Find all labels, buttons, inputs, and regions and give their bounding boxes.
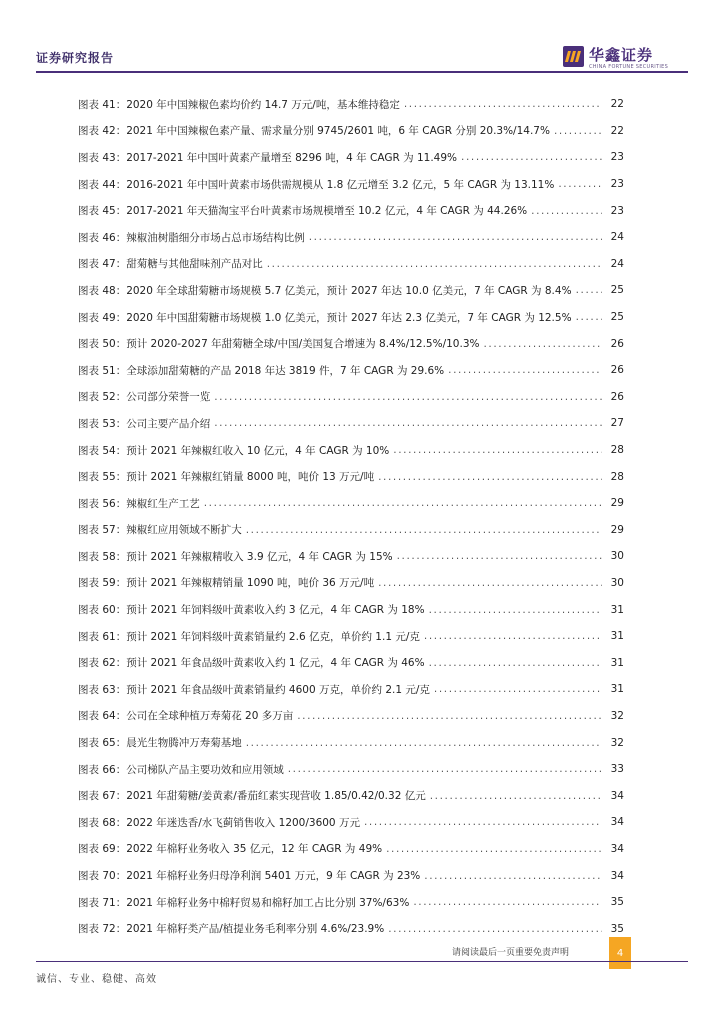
toc-entry-label: 图表 58：预计 2021 年辣椒精收入 3.9 亿元，4 年 CAGR 为 15% [78,550,393,563]
figure-index-list [78,91,624,942]
toc-entry-label: 图表 41：2020 年中国辣椒色素均价约 14.7 万元/吨，基本维持稳定 [78,98,400,111]
footer-divider [36,961,688,962]
toc-entry-label: 图表 70：2021 年棉籽业务归母净利润 5401 万元，9 年 CAGR 为 23% [78,870,421,883]
toc-entry-page: 28 [610,444,624,457]
toc-leader-dots [378,577,602,589]
footer-motto: 诚信、专业、稳健、高效 [36,974,157,985]
page-number-badge: 4 [609,937,631,969]
toc-entry-label: 图表 59：预计 2021 年辣椒精销量 1090 吨，吨价 36 万元/吨 [78,577,375,590]
toc-entry[interactable] [78,357,624,384]
toc-leader-dots [434,683,602,695]
header-divider [36,71,688,73]
toc-entry-page: 35 [610,896,624,909]
toc-entry-page: 31 [610,683,624,696]
toc-leader-dots [429,657,602,669]
toc-leader-dots [246,737,602,749]
toc-entry-page: 29 [610,523,624,536]
toc-entry-page: 26 [610,364,624,377]
toc-leader-dots [404,98,602,110]
toc-entry-label: 图表 62：预计 2021 年食品级叶黄素收入约 1 亿元，4 年 CAGR 为 46% [78,657,425,670]
toc-leader-dots [483,338,602,350]
toc-entry-page: 34 [610,789,624,802]
toc-leader-dots [576,284,602,296]
toc-leader-dots [386,843,602,855]
logo-mark-icon [563,46,584,67]
toc-entry[interactable] [78,889,624,916]
toc-leader-dots [388,923,602,935]
toc-entry-page: 25 [610,311,624,324]
toc-entry-label: 图表 48：2020 年全球甜菊糖市场规模 5.7 亿美元，预计 2027 年达 10.0 亿美元，7 年 CAGR 为 8.4% [78,284,572,297]
toc-leader-dots [461,151,602,163]
toc-entry-page: 33 [610,763,624,776]
toc-entry-label: 图表 64：公司在全球种植万寿菊花 20 多万亩 [78,710,294,723]
toc-entry-label: 图表 65：晨光生物腾冲万寿菊基地 [78,737,242,750]
toc-leader-dots [576,311,602,323]
toc-entry-page: 35 [610,922,624,935]
disclaimer-note: 请阅读最后一页重要免责声明 [452,948,570,958]
toc-entry-label: 图表 43：2017-2021 年中国叶黄素产量增至 8296 吨，4 年 CAGR 为 11.49% [78,151,457,164]
toc-entry[interactable] [78,623,624,650]
toc-entry-page: 23 [610,151,624,164]
toc-leader-dots [413,896,602,908]
toc-entry[interactable] [78,304,624,331]
toc-entry-label: 图表 45：2017-2021 年天猫淘宝平台叶黄素市场规模增至 10.2 亿元，4 年 CAGR 为 44.26% [78,205,528,218]
toc-entry[interactable] [78,330,624,357]
toc-leader-dots [554,125,602,137]
toc-entry-label: 图表 56：辣椒红生产工艺 [78,497,200,510]
toc-leader-dots [378,471,602,483]
toc-entry[interactable] [78,862,624,889]
toc-entry[interactable] [78,277,624,304]
toc-entry-page: 29 [610,497,624,510]
toc-entry-page: 22 [610,124,624,137]
toc-entry-label: 图表 57：辣椒红应用领域不断扩大 [78,524,242,537]
toc-leader-dots [214,391,602,403]
toc-leader-dots [424,630,602,642]
toc-entry-label: 图表 51：全球添加甜菊糖的产品 2018 年达 3819 件，7 年 CAGR 为 29.6% [78,364,445,377]
toc-entry-label: 图表 66：公司梯队产品主要功效和应用领域 [78,763,284,776]
toc-leader-dots [558,178,602,190]
toc-entry-page: 32 [610,709,624,722]
toc-entry-page: 34 [610,842,624,855]
toc-leader-dots [214,417,602,429]
logo-name: 华鑫证券 [589,46,654,64]
toc-entry-label: 图表 47：甜菊糖与其他甜味剂产品对比 [78,258,263,271]
toc-entry-page: 23 [610,204,624,217]
toc-entry[interactable] [78,91,624,118]
toc-entry-page: 24 [610,231,624,244]
toc-entry[interactable] [78,171,624,198]
toc-entry-label: 图表 50：预计 2020-2027 年甜菊糖全球/中国/美国复合增速为 8.4%/12.5%/10.3% [78,338,480,351]
toc-entry[interactable] [78,384,624,411]
toc-entry-page: 26 [610,390,624,403]
toc-leader-dots [309,231,602,243]
toc-entry[interactable] [78,676,624,703]
toc-entry[interactable] [78,836,624,863]
toc-leader-dots [288,763,602,775]
toc-entry-page: 23 [610,178,624,191]
toc-entry[interactable] [78,543,624,570]
toc-leader-dots [531,205,602,217]
toc-entry-page: 22 [610,98,624,111]
toc-entry-page: 24 [610,257,624,270]
toc-entry[interactable] [78,570,624,597]
toc-entry-label: 图表 63：预计 2021 年食品级叶黄素销量约 4600 万克，单价约 2.1 元/克 [78,683,430,696]
toc-entry-page: 27 [610,417,624,430]
report-type-title: 证券研究报告 [36,51,115,65]
toc-entry[interactable] [78,118,624,145]
toc-entry[interactable] [78,437,624,464]
toc-entry-label: 图表 72：2021 年棉籽类产品/植提业务毛利率分别 4.6%/23.9% [78,923,385,936]
toc-entry-label: 图表 52：公司部分荣誉一览 [78,391,211,404]
toc-entry-label: 图表 67：2021 年甜菊糖/姜黄素/番茄红素实现营收 1.85/0.42/0.32 亿元 [78,790,426,803]
toc-entry-page: 28 [610,470,624,483]
toc-entry-label: 图表 61：预计 2021 年饲料级叶黄素销量约 2.6 亿克，单价约 1.1 元/克 [78,630,420,643]
toc-entry-page: 30 [610,550,624,563]
toc-entry[interactable] [78,144,624,171]
toc-entry[interactable] [78,756,624,783]
toc-entry[interactable] [78,197,624,224]
toc-leader-dots [430,790,602,802]
company-logo [563,44,683,74]
toc-entry-label: 图表 68：2022 年迷迭香/水飞蓟销售收入 1200/3600 万元 [78,816,360,829]
toc-entry-label: 图表 60：预计 2021 年饲料级叶黄素收入约 3 亿元，4 年 CAGR 为 18% [78,604,425,617]
toc-entry-label: 图表 46：辣椒油树脂细分市场占总市场结构比例 [78,231,305,244]
toc-entry-label: 图表 44：2016-2021 年中国叶黄素市场供需规模从 1.8 亿元增至 3.2 亿元，5 年 CAGR 为 13.11% [78,178,555,191]
toc-entry-label: 图表 71：2021 年棉籽业务中棉籽贸易和棉籽加工占比分别 37%/63% [78,896,410,909]
toc-entry-page: 31 [610,603,624,616]
toc-leader-dots [297,710,602,722]
toc-entry-page: 26 [610,337,624,350]
toc-entry-label: 图表 53：公司主要产品介绍 [78,417,211,430]
toc-leader-dots [448,364,602,376]
toc-entry-label: 图表 54：预计 2021 年辣椒红收入 10 亿元，4 年 CAGR 为 10% [78,444,390,457]
toc-leader-dots [393,444,602,456]
toc-entry[interactable] [78,490,624,517]
toc-entry-label: 图表 55：预计 2021 年辣椒红销量 8000 吨，吨价 13 万元/吨 [78,471,375,484]
toc-entry[interactable] [78,809,624,836]
toc-entry-label: 图表 42：2021 年中国辣椒色素产量、需求量分别 9745/2601 吨，6 年 CAGR 分别 20.3%/14.7% [78,125,550,138]
toc-entry[interactable] [78,649,624,676]
toc-entry-page: 34 [610,869,624,882]
toc-entry[interactable] [78,410,624,437]
toc-entry-page: 31 [610,656,624,669]
toc-entry[interactable] [78,729,624,756]
toc-leader-dots [424,870,602,882]
toc-entry[interactable] [78,782,624,809]
toc-entry[interactable] [78,596,624,623]
toc-leader-dots [267,258,602,270]
toc-leader-dots [204,497,602,509]
toc-entry-label: 图表 69：2022 年棉籽业务收入 35 亿元，12 年 CAGR 为 49% [78,843,383,856]
toc-entry-page: 30 [610,576,624,589]
toc-entry[interactable] [78,463,624,490]
toc-entry-page: 34 [610,816,624,829]
toc-entry-page: 32 [610,736,624,749]
toc-entry[interactable] [78,224,624,251]
toc-entry-page: 31 [610,630,624,643]
toc-leader-dots [246,524,602,536]
toc-entry-label: 图表 49：2020 年中国甜菊糖市场规模 1.0 亿美元，预计 2027 年达 2.3 亿美元，7 年 CAGR 为 12.5% [78,311,572,324]
toc-entry-page: 25 [610,284,624,297]
logo-tagline: CHINA FORTUNE SECURITIES [589,64,669,70]
toc-entry[interactable] [78,517,624,544]
toc-entry[interactable] [78,915,624,942]
toc-leader-dots [429,604,602,616]
toc-entry[interactable] [78,251,624,278]
toc-leader-dots [397,550,602,562]
toc-leader-dots [364,816,602,828]
toc-entry[interactable] [78,703,624,730]
